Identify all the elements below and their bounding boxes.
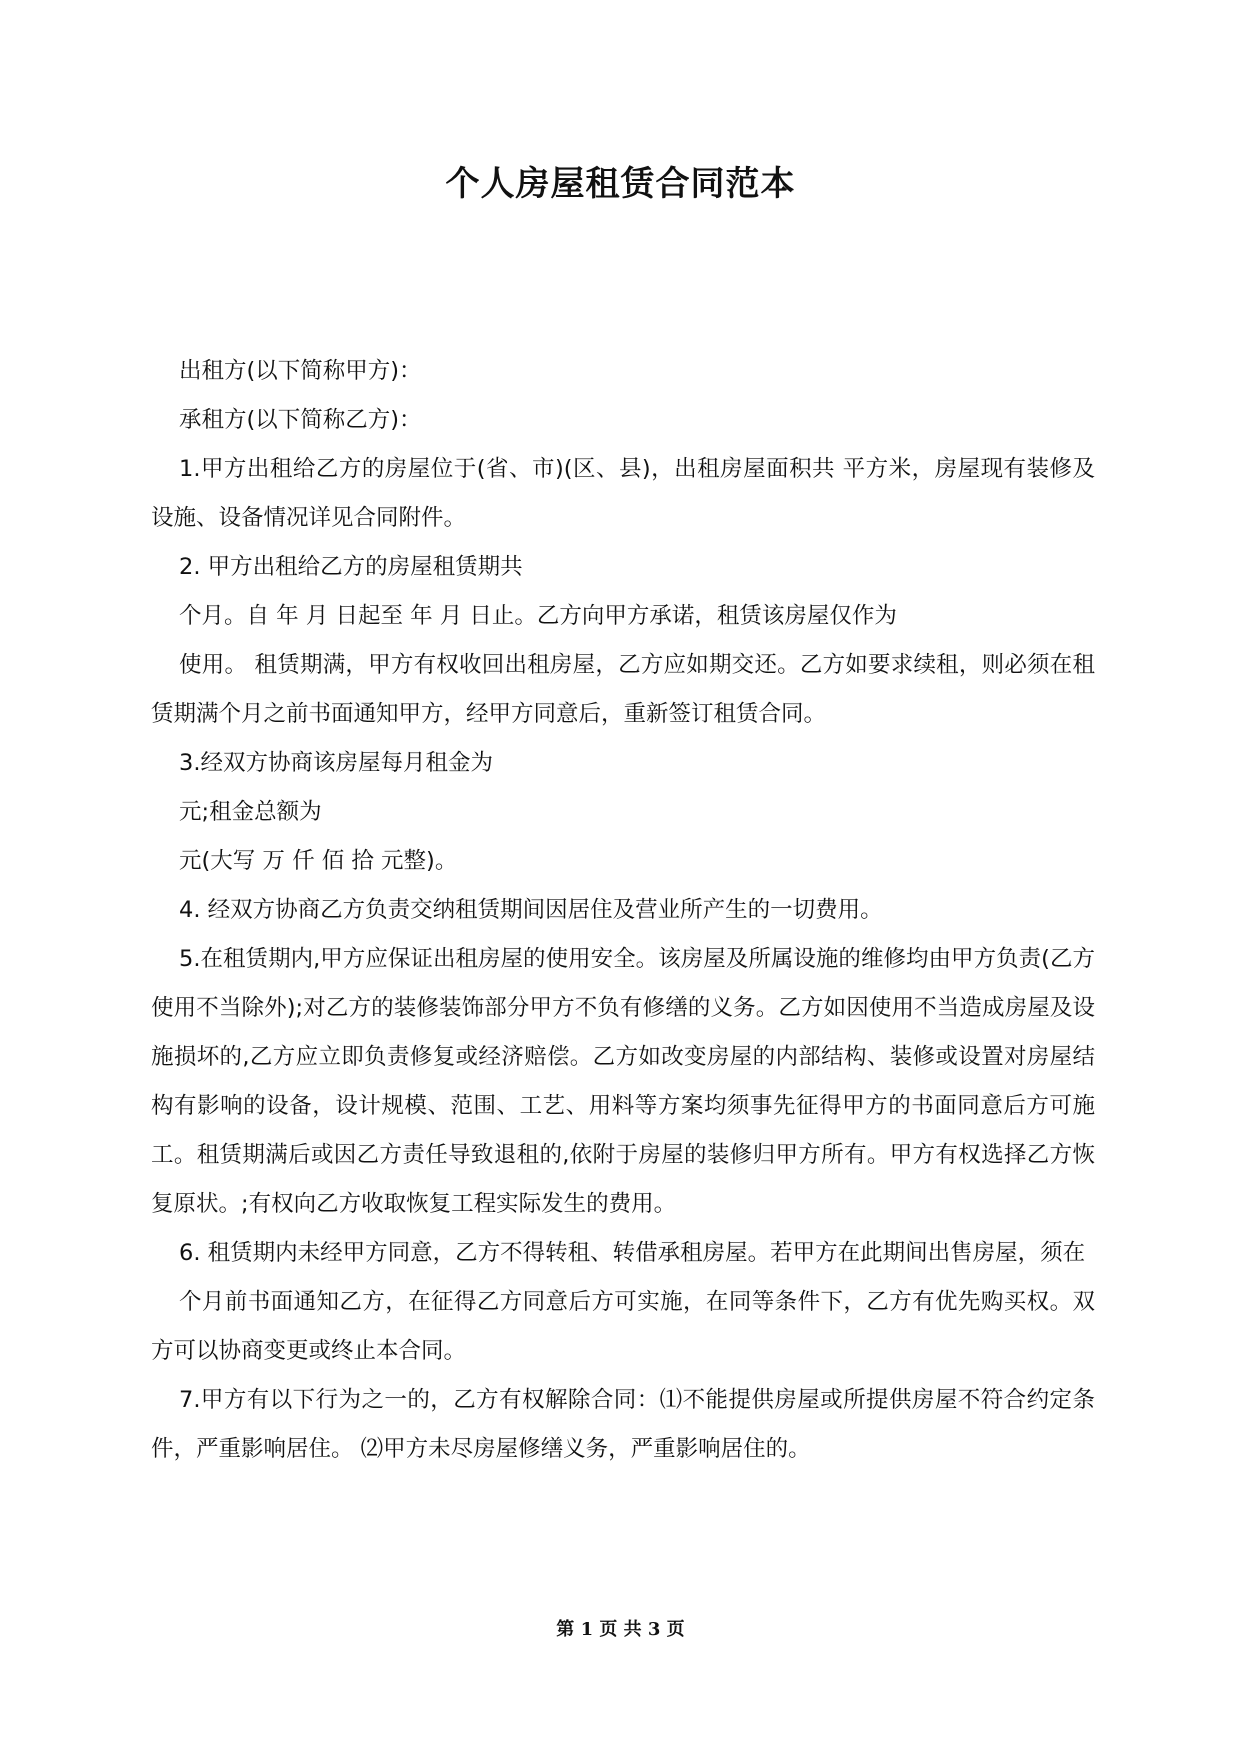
paragraph-clause-3-total: 元;租金总额为 <box>179 799 322 825</box>
paragraph-clause-5: 5.在租赁期内,甲方应保证出租房屋的使用安全。该房屋及所属设施的维修均由甲方负责(乙方使用不当除外);对乙方的装修装饰部分甲方不负有修缮的义务。乙方如因使用不当造成房屋及设施损坏的,乙方应立即负责修复或经济赔偿。乙方如改变房屋的内部结构、装修或设置对房屋结构有影响的设备，设计规模、范围、工艺、用料等方案均须事先征得甲方的书面同意后方可施工。租赁期满后或因乙方责任导致退租的,依附于房屋的装修归甲方所有。甲方有权选择乙方恢复原状。;有权向乙方收取恢复工程实际发生的费用。 <box>151 946 1095 1217</box>
page-number: 第 1 页 共 3 页 <box>556 1619 685 1640</box>
document-title: 个人房屋租赁合同范本 <box>445 164 796 204</box>
paragraph-lessee: 承租方(以下简称乙方)： <box>179 407 422 433</box>
paragraph-lessor: 出租方(以下简称甲方)： <box>179 358 422 384</box>
paragraph-clause-3: 3.经双方协商该房屋每月租金为 <box>179 750 493 776</box>
paragraph-clause-6-notice: 个月前书面通知乙方，在征得乙方同意后方可实施，在同等条件下，乙方有优先购买权。双方可以协商变更或终止本合同。 <box>151 1289 1095 1364</box>
contract-body <box>151 347 1095 1474</box>
paragraph-clause-3-uppercase: 元(大写 万 仟 佰 拾 元整)。 <box>179 848 458 874</box>
paragraph-clause-2: 2. 甲方出租给乙方的房屋租赁期共 <box>179 554 523 580</box>
paragraph-clause-7: 7.甲方有以下行为之一的，乙方有权解除合同：⑴不能提供房屋或所提供房屋不符合约定条件，严重影响居住。 ⑵甲方未尽房屋修缮义务，严重影响居住的。 <box>151 1387 1095 1462</box>
paragraph-clause-2-renewal: 使用。 租赁期满，甲方有权收回出租房屋，乙方应如期交还。乙方如要求续租，则必须在租赁期满个月之前书面通知甲方，经甲方同意后，重新签订租赁合同。 <box>151 652 1095 727</box>
paragraph-clause-4: 4. 经双方协商乙方负责交纳租赁期间因居住及营业所产生的一切费用。 <box>179 897 883 923</box>
paragraph-clause-1: 1.甲方出租给乙方的房屋位于(省、市)(区、县)，出租房屋面积共 平方米，房屋现有装修及设施、设备情况详见合同附件。 <box>151 456 1095 531</box>
paragraph-clause-2-term: 个月。自 年 月 日起至 年 月 日止。乙方向甲方承诺，租赁该房屋仅作为 <box>179 603 897 629</box>
paragraph-clause-6: 6. 租赁期内未经甲方同意，乙方不得转租、转借承租房屋。若甲方在此期间出售房屋，须在 <box>179 1240 1086 1266</box>
